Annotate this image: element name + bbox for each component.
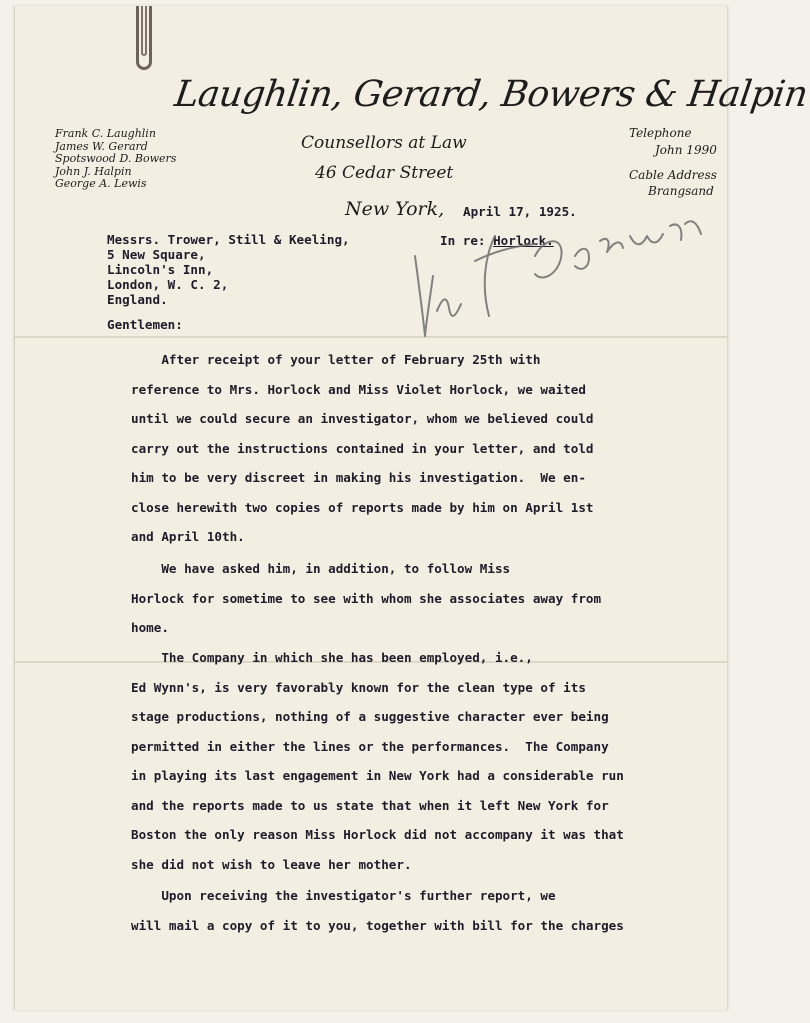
telephone-label: Telephone xyxy=(629,126,692,140)
text-line: and April 10th. xyxy=(131,529,245,544)
text-line: stage productions, nothing of a suggestive character ever being xyxy=(131,709,609,724)
cable-address: Brangsand xyxy=(648,184,714,198)
cable-label: Cable Address xyxy=(629,168,717,182)
recipient-line: Messrs. Trower, Still & Keeling, xyxy=(107,232,350,247)
text-line: The Company in which she has been employed, i.e., xyxy=(131,650,533,665)
paragraph-1 xyxy=(131,345,594,552)
recipient-line: Lincoln's Inn, xyxy=(107,262,214,277)
salutation: Gentlemen: xyxy=(107,317,183,332)
text-line: Horlock for sometime to see with whom she associates away from xyxy=(131,590,602,606)
street-address: 46 Cedar Street xyxy=(315,163,454,183)
text-line: and the reports made to us state that when it left New York for xyxy=(131,797,609,813)
partner-name: George A. Lewis xyxy=(55,177,147,190)
letter-date: April 17, 1925. xyxy=(463,204,577,219)
text-line: home. xyxy=(131,620,169,635)
recipient-line: England. xyxy=(107,292,168,307)
reference-prefix: In re: xyxy=(440,233,486,248)
text-line: will mail a copy of it to you, together with bill for the charges xyxy=(131,917,624,933)
text-line: carry out the instructions contained in your letter, and told xyxy=(131,440,594,456)
paragraph-3 xyxy=(131,643,624,879)
recipient-address xyxy=(107,232,350,307)
text-line: permitted in either the lines or the performances. The Company xyxy=(131,738,609,754)
text-line: After receipt of your letter of February 25th with xyxy=(131,352,541,367)
partner-name: Spotswood D. Bowers xyxy=(55,152,177,165)
paragraph-2 xyxy=(131,554,601,643)
recipient-line: 5 New Square, xyxy=(107,247,206,262)
city: New York, xyxy=(345,198,445,220)
recipient-line: London, W. C. 2, xyxy=(107,277,229,292)
text-line: We have asked him, in addition, to follow Miss xyxy=(131,561,511,576)
telephone-number: John 1990 xyxy=(655,143,717,157)
reference-subject: Horlock. xyxy=(493,233,554,248)
partner-name: James W. Gerard xyxy=(55,139,148,153)
text-line: him to be very discreet in making his investigation. We en- xyxy=(131,470,586,485)
pencil-signature xyxy=(385,196,725,346)
text-line: Ed Wynn's, is very favorably known for the clean type of its xyxy=(131,679,586,695)
text-line: in playing its last engagement in New York had a considerable run xyxy=(131,768,624,783)
text-line: until we could secure an investigator, whom we believed could xyxy=(131,411,594,426)
text-line: she did not wish to leave her mother. xyxy=(131,856,412,872)
partner-name: John J. Halpin xyxy=(55,164,132,178)
paper-clip-inner xyxy=(141,6,147,56)
firm-name: Laughlin, Gerard, Bowers & Halpin xyxy=(172,74,810,115)
profession: Counsellors at Law xyxy=(301,133,467,153)
partner-name: Frank C. Laughlin xyxy=(55,127,156,140)
text-line: close herewith two copies of reports made by him on April 1st xyxy=(131,499,594,515)
text-line: Upon receiving the investigator's further report, we xyxy=(131,888,556,903)
text-line: reference to Mrs. Horlock and Miss Violet Horlock, we waited xyxy=(131,381,586,397)
text-line: Boston the only reason Miss Horlock did not accompany it was that xyxy=(131,827,624,842)
letter-sheet xyxy=(14,6,810,1010)
paragraph-4 xyxy=(131,881,624,940)
partner-list xyxy=(55,128,176,191)
